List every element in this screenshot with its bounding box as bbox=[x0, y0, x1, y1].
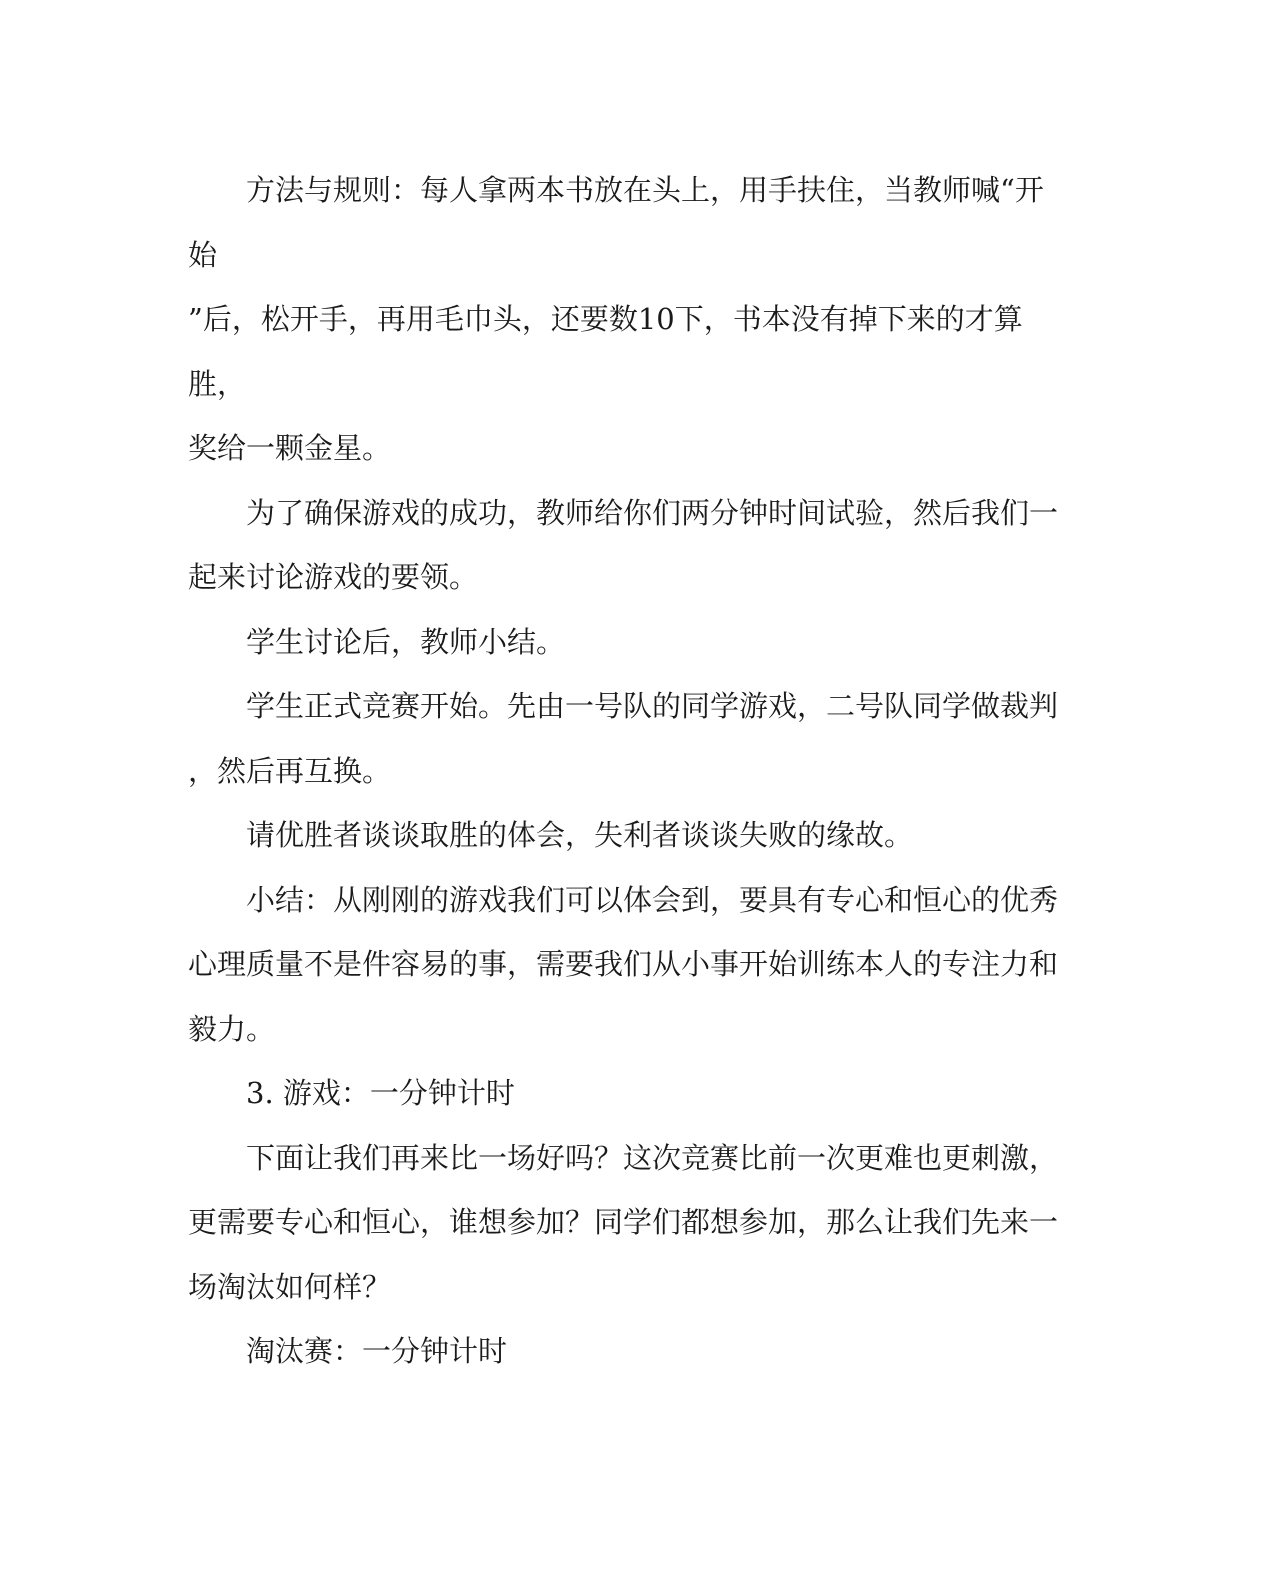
paragraph-knockout: 淘汰赛：一分钟计时 bbox=[246, 1334, 508, 1368]
paragraph-summary: 小结：从刚刚的游戏我们可以体会到，要具有专心和恒心的优秀 心理质量不是件容易的事，需要我们从小事开始训练本人的专注力和 毅力。 bbox=[188, 882, 1059, 1046]
paragraph-trial: 为了确保游戏的成功，教师给你们两分钟时间试验，然后我们一 起来讨论游戏的要领。 bbox=[188, 495, 1059, 594]
paragraph-discussion: 学生讨论后，教师小结。 bbox=[246, 624, 566, 659]
paragraph-next-round: 下面让我们再来比一场好吗？这次竞赛比前一次更难也更刺激， 更需要专心和恒心，谁想参加？同学们都想参加，那么让我们先来一 场淘汰如何样？ bbox=[188, 1140, 1059, 1304]
paragraph-reflection: 请优胜者谈谈取胜的体会，失利者谈谈失败的缘故。 bbox=[246, 818, 914, 852]
document-body bbox=[188, 158, 1068, 1384]
paragraph-competition: 学生正式竞赛开始。先由一号队的同学游戏，二号队同学做裁判 ，然后再互换。 bbox=[188, 689, 1059, 788]
paragraph-rules: 方法与规则：每人拿两本书放在头上，用手扶住，当教师喊“开始 ”后，松开手，再用毛巾头，还要数10下，书本没有掉下来的才算胜， 奖给一颗金星。 bbox=[188, 173, 1044, 465]
section-heading-game-3: 3. 游戏：一分钟计时 bbox=[246, 1076, 515, 1110]
